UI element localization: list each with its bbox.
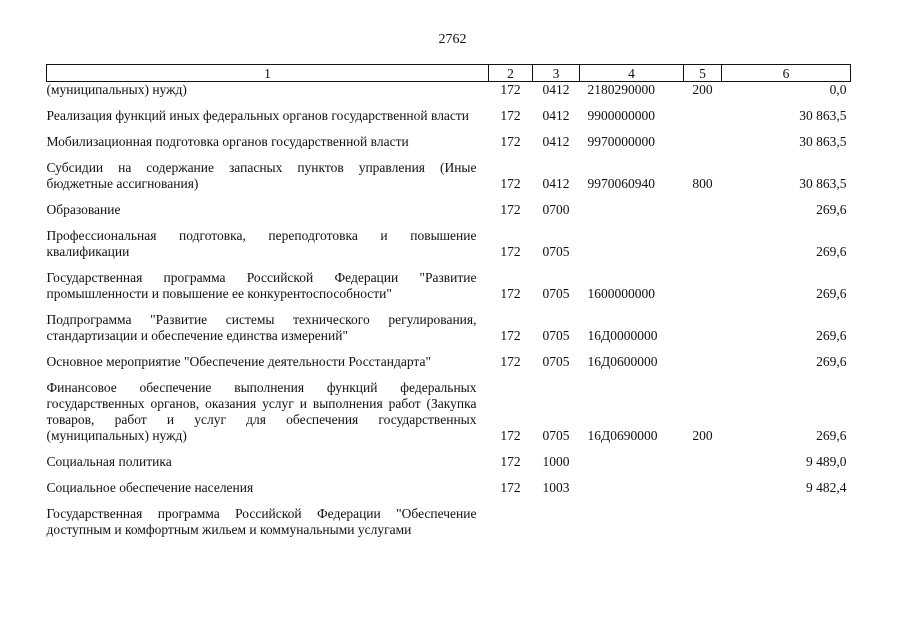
row-gr-cell: 172 [500,202,521,217]
row-csr-cell [580,218,684,260]
column-header: 5 [684,65,722,82]
row-vr-cell [684,470,722,496]
row-rzpr-cell: 0700 [542,202,570,217]
row-name-cell: Государственная программа Российской Федерации "Развитие промышленности и повышение ее конкурентоспособности" [46,270,477,301]
table-row [47,192,851,218]
row-amount-cell [722,496,851,538]
row-csr-cell [580,470,684,496]
row-csr-cell: 16Д0000000 [587,328,658,343]
table-row [47,98,851,124]
row-amount-cell: 269,6 [816,354,847,369]
row-name-cell: Основное мероприятие "Обеспечение деятельности Росстандарта" [46,354,431,369]
row-gr-cell: 172 [500,244,521,259]
row-csr-cell: 16Д0690000 [587,428,658,443]
row-rzpr-cell: 0705 [542,354,570,369]
row-name-cell: Субсидии на содержание запасных пунктов управления (Иные бюджетные ассигнования) [46,160,477,191]
row-gr-cell: 172 [500,286,521,301]
row-name-cell: Социальное обеспечение населения [46,480,254,495]
row-name-cell: Образование [46,202,121,217]
row-rzpr-cell: 0705 [542,328,570,343]
row-amount-cell: 30 863,5 [799,176,847,191]
row-amount-cell: 9 489,0 [806,454,847,469]
column-header: 2 [489,65,533,82]
row-amount-cell: 269,6 [816,202,847,217]
column-header: 6 [722,65,851,82]
row-gr-cell: 172 [500,108,521,123]
row-vr-cell [684,260,722,302]
row-csr-cell: 2180290000 [587,82,655,97]
table-header-row [47,65,851,82]
row-name-cell: Реализация функций иных федеральных органов государственной власти [46,108,470,123]
page-number: 2762 [438,32,467,47]
column-header: 1 [47,65,489,82]
row-csr-cell: 9970060940 [587,176,655,191]
row-csr-cell [580,192,684,218]
row-name-cell: (муниципальных) нужд) [46,82,187,97]
column-header: 3 [533,65,580,82]
row-name-cell: Профессиональная подготовка, переподготовка и повышение квалификации [46,228,477,259]
row-vr-cell: 800 [692,176,713,191]
row-rzpr-cell: 0705 [542,244,570,259]
row-csr-cell: 9900000000 [587,108,655,123]
row-gr-cell: 172 [500,82,521,97]
row-amount-cell: 0,0 [829,82,847,97]
row-gr-cell: 172 [500,428,521,443]
table-row [47,150,851,192]
table-row [47,218,851,260]
row-vr-cell [684,218,722,260]
table-row [47,370,851,444]
row-csr-cell: 16Д0600000 [587,354,658,369]
row-csr-cell: 1600000000 [587,286,655,301]
row-rzpr-cell: 0412 [542,82,570,97]
row-csr-cell: 9970000000 [587,134,655,149]
row-rzpr-cell: 1003 [542,480,570,495]
row-vr-cell [684,344,722,370]
column-header: 4 [580,65,684,82]
row-amount-cell: 269,6 [816,244,847,259]
row-gr-cell: 172 [500,454,521,469]
row-gr-cell: 172 [500,480,521,495]
row-vr-cell [684,444,722,470]
budget-table [46,64,851,538]
row-amount-cell: 9 482,4 [806,480,847,495]
row-vr-cell: 200 [692,82,713,97]
row-rzpr-cell: 0412 [542,108,570,123]
row-rzpr-cell: 0412 [542,134,570,149]
row-amount-cell: 269,6 [816,286,847,301]
row-gr-cell: 172 [500,328,521,343]
row-rzpr-cell: 1000 [542,454,570,469]
table-row [47,260,851,302]
row-vr-cell [684,302,722,344]
table-row [47,302,851,344]
row-gr-cell: 172 [500,354,521,369]
table-row [47,496,851,538]
row-csr-cell [580,444,684,470]
row-amount-cell: 30 863,5 [799,134,847,149]
row-vr-cell [684,98,722,124]
row-vr-cell [684,124,722,150]
row-name-cell: Социальная политика [46,454,172,469]
row-amount-cell: 269,6 [816,328,847,343]
row-rzpr-cell: 0705 [542,286,570,301]
row-rzpr-cell: 0705 [542,428,570,443]
table-row [47,470,851,496]
row-name-cell: Подпрограмма "Развитие системы технического регулирования, стандартизации и обеспечение единства измерений" [46,312,477,343]
row-amount-cell: 269,6 [816,428,847,443]
row-name-cell: Финансовое обеспечение выполнения функций федеральных государственных органов, оказания услуг и выполнения работ (Закупка товаров, работ и услуг для обеспечения государственных (муниципальных) нужд) [46,380,477,443]
row-name-cell: Государственная программа Российской Федерации "Обеспечение доступным и комфортным жильем и коммунальными услугами [46,506,477,537]
row-gr-cell: 172 [500,134,521,149]
table-row [47,344,851,370]
table-row [47,444,851,470]
table-body [47,82,851,539]
row-csr-cell [580,496,684,538]
row-vr-cell: 200 [692,428,713,443]
table-row [47,124,851,150]
row-gr-cell [489,496,533,538]
row-gr-cell: 172 [500,176,521,191]
row-amount-cell: 30 863,5 [799,108,847,123]
row-name-cell: Мобилизационная подготовка органов государственной власти [46,134,409,149]
row-vr-cell [684,496,722,538]
row-rzpr-cell [533,496,580,538]
row-vr-cell [684,192,722,218]
table-row [47,82,851,99]
row-rzpr-cell: 0412 [542,176,570,191]
